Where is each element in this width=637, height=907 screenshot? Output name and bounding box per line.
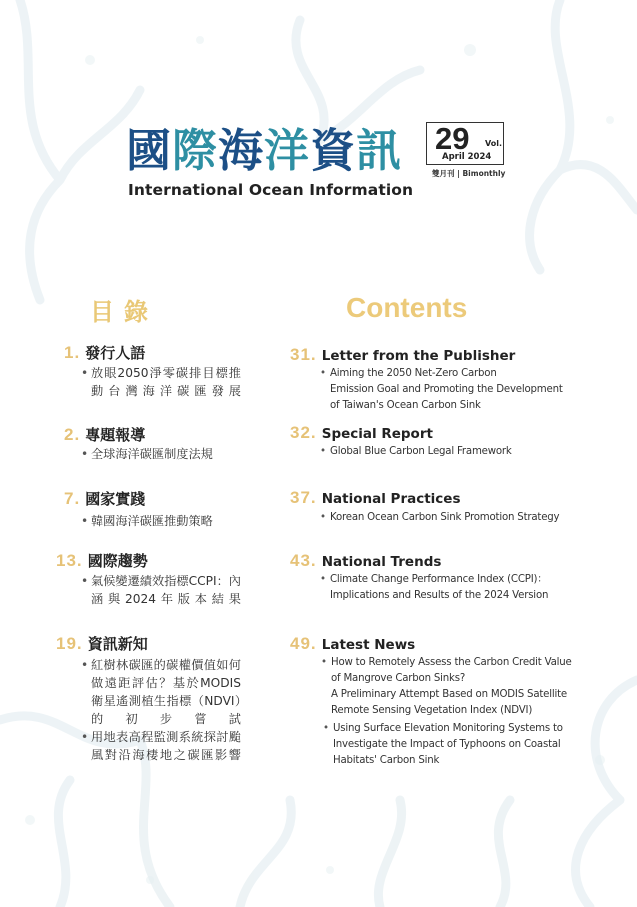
- toc-en-entry[interactable]: [290, 345, 515, 365]
- title-char: 國: [126, 124, 173, 177]
- bullet: •: [321, 657, 327, 668]
- bullet: •: [81, 366, 89, 380]
- toc-cn-item[interactable]: [81, 445, 251, 463]
- item-line: Climate Change Performance Index (CCPI)：: [330, 574, 548, 585]
- toc-cn-item[interactable]: [81, 728, 241, 764]
- bullet: •: [320, 446, 326, 457]
- item-line: Implications and Results of the 2024 Version: [330, 590, 549, 601]
- page-number: 13.: [56, 551, 83, 570]
- item-line: Global Blue Carbon Legal Framework: [330, 446, 512, 457]
- toc-en-item[interactable]: [321, 655, 601, 719]
- title-char: 資: [310, 124, 357, 177]
- toc-cn-entry[interactable]: [64, 424, 145, 445]
- item-line: How to Remotely Assess the Carbon Credit Value: [331, 657, 572, 668]
- page-number: 19.: [56, 634, 83, 653]
- page-number: 31.: [290, 345, 317, 364]
- title-char: 海: [218, 124, 265, 177]
- section-title: Letter from the Publisher: [321, 348, 516, 364]
- toc-en-entry[interactable]: [290, 423, 433, 443]
- item-text: 氣候變遷績效指標CCPI：內涵與2024年版本結果: [91, 574, 241, 606]
- item-line: Habitats' Carbon Sink: [333, 755, 440, 766]
- toc-en-item[interactable]: [320, 510, 600, 526]
- toc-cn-entry[interactable]: [64, 342, 145, 363]
- bullet: •: [81, 574, 89, 588]
- toc-cn-entry[interactable]: [56, 550, 148, 571]
- section-title: 國家實踐: [85, 490, 146, 508]
- page-number: 32.: [290, 423, 317, 442]
- page-number: 7.: [64, 489, 81, 508]
- bullet: •: [81, 658, 89, 672]
- section-title: National Trends: [321, 554, 442, 570]
- bullet: •: [81, 447, 89, 461]
- section-title: 國際趨勢: [87, 552, 148, 570]
- toc-en-item[interactable]: [320, 444, 600, 460]
- toc-en-item[interactable]: [320, 366, 600, 414]
- bullet: •: [81, 514, 89, 528]
- issue-date: April 2024: [442, 152, 492, 162]
- item-line: Aiming the 2050 Net-Zero Carbon: [330, 368, 497, 379]
- title-char: 際: [172, 124, 219, 177]
- toc-heading-cn: 目錄: [90, 298, 158, 326]
- item-text: 用地表高程監測系統探討颱風對沿海棲地之碳匯影響: [91, 730, 241, 762]
- page-number: 37.: [290, 488, 317, 507]
- toc-cn-item[interactable]: [81, 572, 241, 608]
- vol-label: Vol.: [485, 139, 503, 148]
- section-title: Latest News: [321, 637, 416, 653]
- item-line: Korean Ocean Carbon Sink Promotion Strategy: [330, 512, 560, 523]
- toc-cn-item[interactable]: [81, 512, 251, 530]
- toc-en-entry[interactable]: [290, 488, 461, 508]
- item-line: Investigate the Impact of Typhoons on Coastal: [333, 739, 561, 750]
- bullet: •: [320, 368, 326, 379]
- item-line: of Mangrove Carbon Sinks?: [331, 673, 466, 684]
- toc-cn-entry[interactable]: [64, 488, 145, 509]
- item-line: A Preliminary Attempt Based on MODIS Satellite: [331, 689, 567, 700]
- page-number: 2.: [64, 425, 81, 444]
- section-title: National Practices: [321, 491, 461, 507]
- issue-box: [426, 122, 504, 165]
- title-char: 洋: [264, 124, 311, 177]
- item-text: 放眼2050淨零碳排目標推動台灣海洋碳匯發展: [91, 366, 241, 398]
- item-line: Using Surface Elevation Monitoring Systems to: [333, 723, 563, 734]
- item-line: of Taiwan's Ocean Carbon Sink: [330, 400, 481, 411]
- toc-en-entry[interactable]: [290, 551, 441, 571]
- item-text: 全球海洋碳匯制度法規: [91, 447, 213, 461]
- frequency-label: 雙月刊 | Bimonthly: [432, 169, 506, 178]
- toc-en-entry[interactable]: [290, 634, 415, 654]
- page-number: 1.: [64, 343, 81, 362]
- section-title: Special Report: [321, 426, 433, 442]
- bullet: •: [320, 512, 326, 523]
- section-title: 專題報導: [85, 426, 146, 444]
- masthead-title-en: International Ocean Information: [128, 181, 414, 199]
- item-text: 韓國海洋碳匯推動策略: [91, 514, 213, 528]
- toc-cn-entry[interactable]: [56, 633, 148, 654]
- toc-en-item[interactable]: [320, 572, 600, 604]
- issue-number: 29: [435, 121, 470, 156]
- section-title: 資訊新知: [87, 635, 148, 653]
- item-text: 紅樹林碳匯的碳權價值如何做遠距評估？基於MODIS衛星遙測植生指標（NDVI）的初步嘗試: [91, 658, 241, 726]
- toc-cn-item[interactable]: [81, 364, 241, 400]
- item-line: Emission Goal and Promoting the Development: [330, 384, 563, 395]
- bullet: •: [81, 730, 89, 744]
- toc-en-item[interactable]: [323, 721, 603, 769]
- section-title: 發行人語: [85, 344, 146, 362]
- toc-cn-item[interactable]: [81, 656, 241, 728]
- page-number: 49.: [290, 634, 317, 653]
- bullet: •: [323, 723, 329, 734]
- item-line: Remote Sensing Vegetation Index (NDVI): [331, 705, 533, 716]
- masthead-title-cn: [126, 114, 402, 179]
- bullet: •: [320, 574, 326, 585]
- page-number: 43.: [290, 551, 317, 570]
- title-char: 訊: [356, 124, 403, 177]
- toc-heading-en: Contents: [346, 292, 468, 323]
